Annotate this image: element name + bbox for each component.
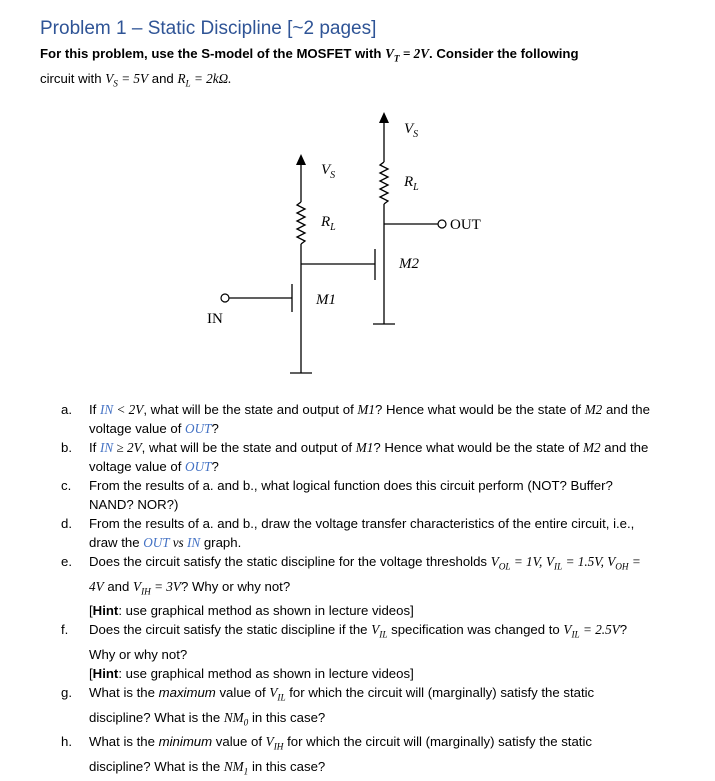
question-e: e. Does the circuit satisfy the static discipline for the voltage thresholds $V_{OL} = 1V$, $V_{IL} = 1.5V$, $V_{OH} = 4V$ and $V_{IH} = 3V$? Why or why not? [Hint: use graphical method as shown in lecture videos]	[61, 554, 641, 619]
question-label: e.	[61, 554, 72, 569]
question-c: c. From the results of a. and b., what logical function does this circuit perform (NOT? Buffer? NAND? NOR?)	[61, 478, 613, 512]
right-rl-label: $R_L$	[404, 174, 419, 193]
right-resistor	[380, 162, 388, 204]
left-supply-arrow	[296, 154, 306, 165]
question-g: g. What is the maximum value of $V_{IL}$ for which the circuit will (marginally) satisfy the static discipline? What is the $NM_0$ in this case?	[61, 684, 595, 728]
question-label: c.	[61, 478, 72, 493]
question-d: d. From the results of a. and b., draw the voltage transfer characteristics of the entire circuit, i.e., draw the OUT vs IN graph.	[61, 516, 635, 550]
intro-bold-prefix: For this problem, use the S-model of the MOSFET with	[40, 46, 382, 61]
question-list	[61, 400, 651, 781]
right-vs-label: $V_S$	[404, 121, 419, 140]
intro-bold-suffix: . Consider the following	[429, 46, 579, 61]
left-rl-label: $R_L$	[321, 214, 336, 233]
left-vs-label: $V_S$	[321, 162, 336, 181]
out-terminal	[438, 220, 446, 228]
right-supply-arrow	[379, 112, 389, 123]
question-a: a. If IN < 2V, what will be the state and output of M1? Hence what would be the state of M2 and the voltage value of OUT?	[61, 402, 650, 436]
intro-and: and	[151, 70, 174, 86]
rl-symbol: $R_L = 2k\Omega$.	[177, 70, 232, 89]
question-label: a.	[61, 402, 72, 417]
question-f: f. Does the circuit satisfy the static discipline if the $V_{IL}$ specification was changed to $V_{IL} = 2.5V$? Why or why not? [Hint: use graphical method as shown in lecture videos]	[61, 622, 628, 681]
question-label: b.	[61, 440, 72, 455]
m2-label: M2	[399, 256, 419, 272]
question-label: g.	[61, 684, 72, 700]
left-resistor	[297, 202, 305, 244]
question-b: b. If IN ≥ 2V, what will be the state and output of M1? Hence what would be the state of M2 and the voltage value of OUT?	[61, 440, 649, 474]
intro-line2-prefix: circuit with	[40, 70, 102, 86]
question-label: d.	[61, 516, 72, 531]
question-label: f.	[61, 622, 69, 638]
in-terminal	[221, 294, 229, 302]
in-label: IN	[207, 311, 223, 327]
out-label: OUT	[450, 217, 481, 233]
problem-title: Problem 1 – Static Discipline [~2 pages]	[40, 18, 377, 39]
vs-symbol: $V_S = 5V$	[105, 70, 149, 89]
vt-symbol: $V_T = 2V$	[385, 46, 430, 64]
question-label: h.	[61, 734, 72, 750]
question-h: h. What is the minimum value of $V_{IH}$ for which the circuit will (marginally) satisfy the static discipline? What is the $NM_1$ in this case?	[61, 734, 592, 777]
m1-label: M1	[316, 292, 336, 308]
